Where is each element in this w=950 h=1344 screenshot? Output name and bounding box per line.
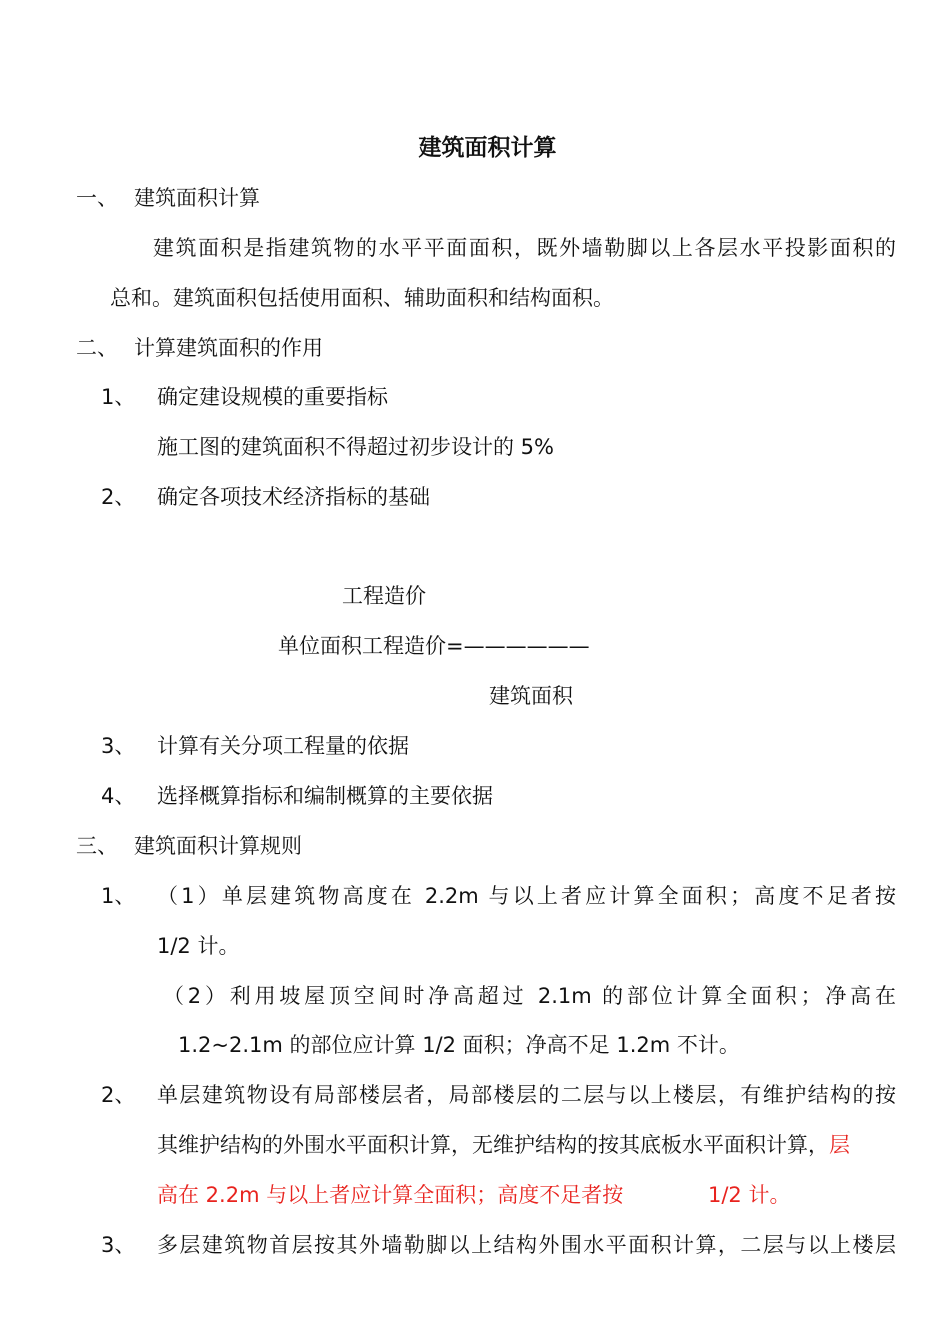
rule-2-line-2-highlight: 层 bbox=[829, 1133, 850, 1157]
item-1-text: 确定建设规模的重要指标 bbox=[157, 385, 388, 409]
section-2-marker: 二、 bbox=[76, 336, 118, 360]
formula-lhs: 单位面积工程造价=—————— bbox=[278, 634, 590, 658]
item-4-text: 选择概算指标和编制概算的主要依据 bbox=[157, 784, 493, 808]
formula-denominator: 建筑面积 bbox=[489, 684, 573, 708]
rule-1-line-4: 1.2~2.1m 的部位应计算 1/2 面积；净高不足 1.2m 不计。 bbox=[178, 1033, 740, 1057]
rule-2-line-2-text: 其维护结构的外围水平面积计算，无维护结构的按其底板水平面积计算， bbox=[157, 1133, 829, 1157]
item-2-marker: 2、 bbox=[101, 485, 136, 509]
item-1-marker: 1、 bbox=[101, 385, 136, 409]
rule-1-marker: 1、 bbox=[101, 884, 136, 908]
section-1-paragraph-line-2: 总和。建筑面积包括使用面积、辅助面积和结构面积。 bbox=[110, 286, 614, 310]
item-2-text: 确定各项技术经济指标的基础 bbox=[157, 485, 430, 509]
rule-1-line-3: （2）利用坡屋顶空间时净高超过 2.1m 的部位计算全面积；净高在 bbox=[163, 984, 896, 1008]
document-title: 建筑面积计算 bbox=[418, 135, 557, 161]
rule-1-line-2: 1/2 计。 bbox=[157, 934, 240, 958]
section-3-marker: 三、 bbox=[76, 834, 118, 858]
section-1-marker: 一、 bbox=[76, 186, 118, 210]
formula-numerator: 工程造价 bbox=[342, 584, 426, 608]
rule-2-marker: 2、 bbox=[101, 1083, 136, 1107]
section-2-heading: 计算建筑面积的作用 bbox=[134, 336, 323, 360]
rule-2-line-1: 单层建筑物设有局部楼层者，局部楼层的二层与以上楼层，有维护结构的按 bbox=[157, 1083, 896, 1107]
item-1-note: 施工图的建筑面积不得超过初步设计的 5% bbox=[157, 435, 554, 459]
item-3-text: 计算有关分项工程量的依据 bbox=[157, 734, 409, 758]
rule-3-marker: 3、 bbox=[101, 1233, 136, 1257]
section-3-heading: 建筑面积计算规则 bbox=[134, 834, 302, 858]
rule-1-line-1: （1）单层建筑物高度在 2.2m 与以上者应计算全面积；高度不足者按 bbox=[157, 884, 896, 908]
rule-3-line-1: 多层建筑物首层按其外墙勒脚以上结构外围水平面积计算，二层与以上楼层 bbox=[157, 1233, 896, 1257]
section-1-paragraph-line-1: 建筑面积是指建筑物的水平平面面积，既外墙勒脚以上各层水平投影面积的 bbox=[153, 236, 896, 260]
item-4-marker: 4、 bbox=[101, 784, 136, 808]
section-1-heading: 建筑面积计算 bbox=[134, 186, 260, 210]
rule-2-line-2 bbox=[157, 1130, 850, 1160]
rule-2-line-3-highlight-a: 高在 2.2m 与以上者应计算全面积；高度不足者按 bbox=[157, 1183, 624, 1207]
rule-2-line-3-highlight-b: 1/2 计。 bbox=[708, 1183, 791, 1207]
item-3-marker: 3、 bbox=[101, 734, 136, 758]
